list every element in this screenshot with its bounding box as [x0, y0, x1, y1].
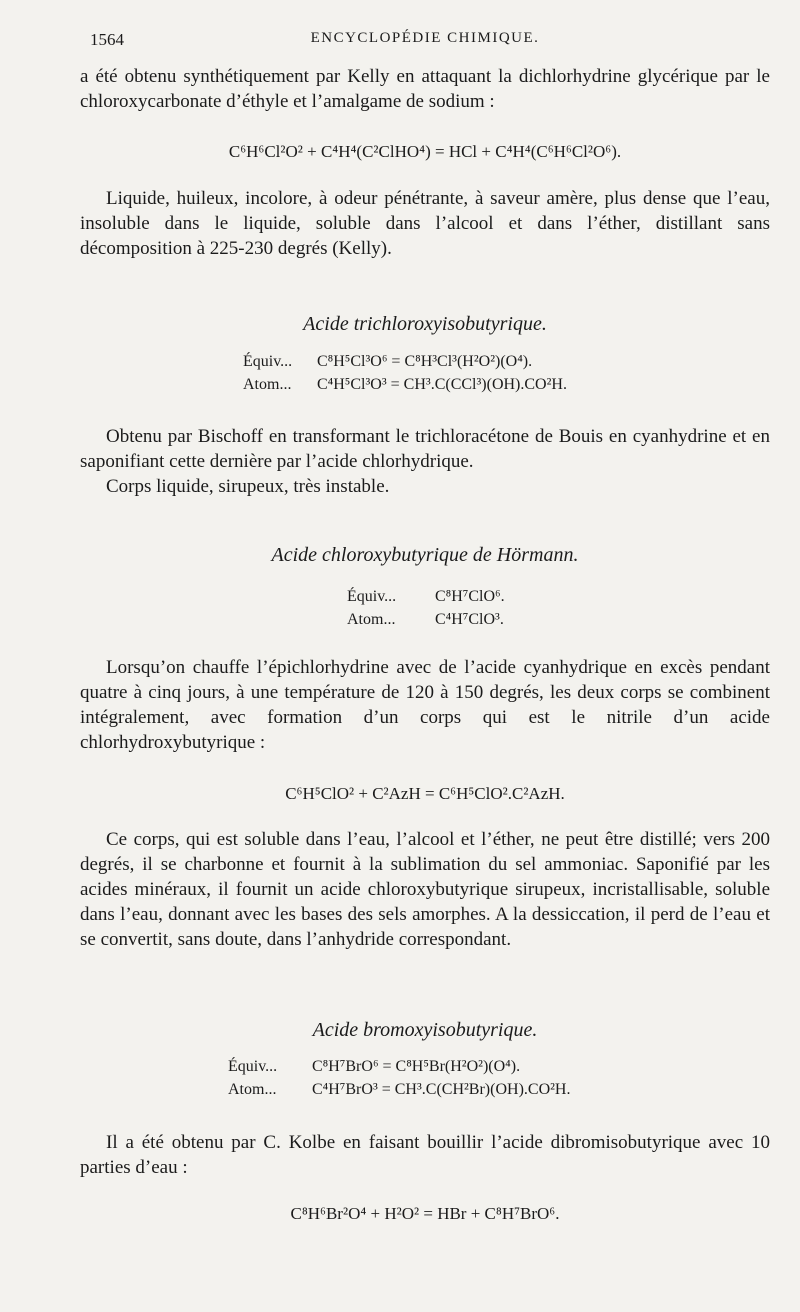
paragraph-kelly-synthesis: a été obtenu synthétiquement par Kelly en attaquant la dichlorhydrine glycérique par le chloroxycarbonate d’éthyle et l’amalgame de sodium :: [80, 66, 770, 112]
atom-formula: C⁴H⁷ClO³.: [435, 611, 504, 628]
atom-label: Atom...: [228, 1081, 277, 1098]
atom-row-bromo: [228, 1081, 570, 1099]
equiv-formula: C⁸H⁷ClO⁶.: [435, 588, 505, 605]
paragraph-kolbe: Il a été obtenu par C. Kolbe en faisant bouillir l’acide dibromisobutyrique avec 10 parties d’eau :: [80, 1132, 770, 1178]
equiv-row-bromo: [228, 1058, 520, 1076]
page-header: [80, 30, 770, 54]
paragraph-liquid-body: Corps liquide, sirupeux, très instable.: [106, 476, 390, 497]
paragraph-bischoff: Obtenu par Bischoff en transformant le trichloracétone de Bouis en cyanhydrine et en saponifiant cette dernière par l’acide chlorhydrique.: [80, 426, 770, 472]
page-number: 1564: [90, 30, 124, 49]
atom-label: Atom...: [347, 611, 396, 628]
atom-formula: C⁴H⁷BrO³ = CH³.C(CH²Br)(OH).CO²H.: [312, 1081, 571, 1098]
equiv-row-chloro: [347, 588, 505, 606]
formula-kolbe-reaction: C⁸H⁶Br²O⁴ + H²O² = HBr + C⁸H⁷BrO⁶.: [290, 1204, 560, 1223]
equiv-formula: C⁸H⁵Cl³O⁶ = C⁸H³Cl³(H²O²)(O⁴).: [317, 353, 533, 370]
paragraph-properties: Liquide, huileux, incolore, à odeur pénétrante, à saveur amère, plus dense que l’eau, insoluble dans le liquide, soluble dans l’alcool et dans l’éther, distillant sans décomposition à 225-230 degrés (Kelly).: [80, 188, 770, 259]
equiv-label: Équiv...: [243, 353, 293, 370]
equiv-row-trichloro: [243, 353, 532, 371]
paragraph-corps-soluble: Ce corps, qui est soluble dans l’eau, l’alcool et l’éther, ne peut être distillé; vers 200 degrés, il se charbonne et fournit à la sublimation du sel ammoniac. Saponifié par les acides minéraux, il fournit un acide chloroxybutyrique sirupeux, incristallisable, soluble dans l’eau, donnant avec les bases des sels amorphes. A la dessiccation, il perd de l’eau et se convertit, sans doute, dans l’anhydride correspondant.: [80, 829, 770, 950]
formula-nitrile: C⁶H⁵ClO² + C²AzH = C⁶H⁵ClO².C²AzH.: [285, 784, 565, 803]
heading-chloroxybutyrique: Acide chloroxybutyrique de Hörmann.: [271, 544, 579, 566]
heading-bromoxyisobutyrique: Acide bromoxyisobutyrique.: [312, 1019, 538, 1041]
equiv-formula: C⁸H⁷BrO⁶ = C⁸H⁵Br(H²O²)(O⁴).: [312, 1058, 521, 1075]
atom-formula: C⁴H⁵Cl³O³ = CH³.C(CCl³)(OH).CO²H.: [317, 376, 567, 393]
atom-row-trichloro: [243, 376, 567, 394]
atom-label: Atom...: [243, 376, 292, 393]
paragraph-epichlorhydrine: Lorsqu’on chauffe l’épichlorhydrine avec de l’acide cyanhydrique en excès pendant quatre à cinq jours, à une température de 120 à 150 degrés, les deux corps se combinent intégralement, avec formation d’un corps qui est le nitrile d’un acide chlorhydroxybutyrique :: [80, 657, 770, 753]
equiv-label: Équiv...: [228, 1058, 278, 1075]
atom-row-chloro: [347, 611, 504, 629]
formula-kelly-reaction: C⁶H⁶Cl²O² + C⁴H⁴(C²ClHO⁴) = HCl + C⁴H⁴(C⁶H⁶Cl²O⁶).: [228, 142, 622, 161]
heading-trichloroxyisobutyrique: Acide trichloroxyisobutyrique.: [303, 313, 547, 335]
equiv-label: Équiv...: [347, 588, 397, 605]
running-title: ENCYCLOPÉDIE CHIMIQUE.: [310, 30, 540, 46]
